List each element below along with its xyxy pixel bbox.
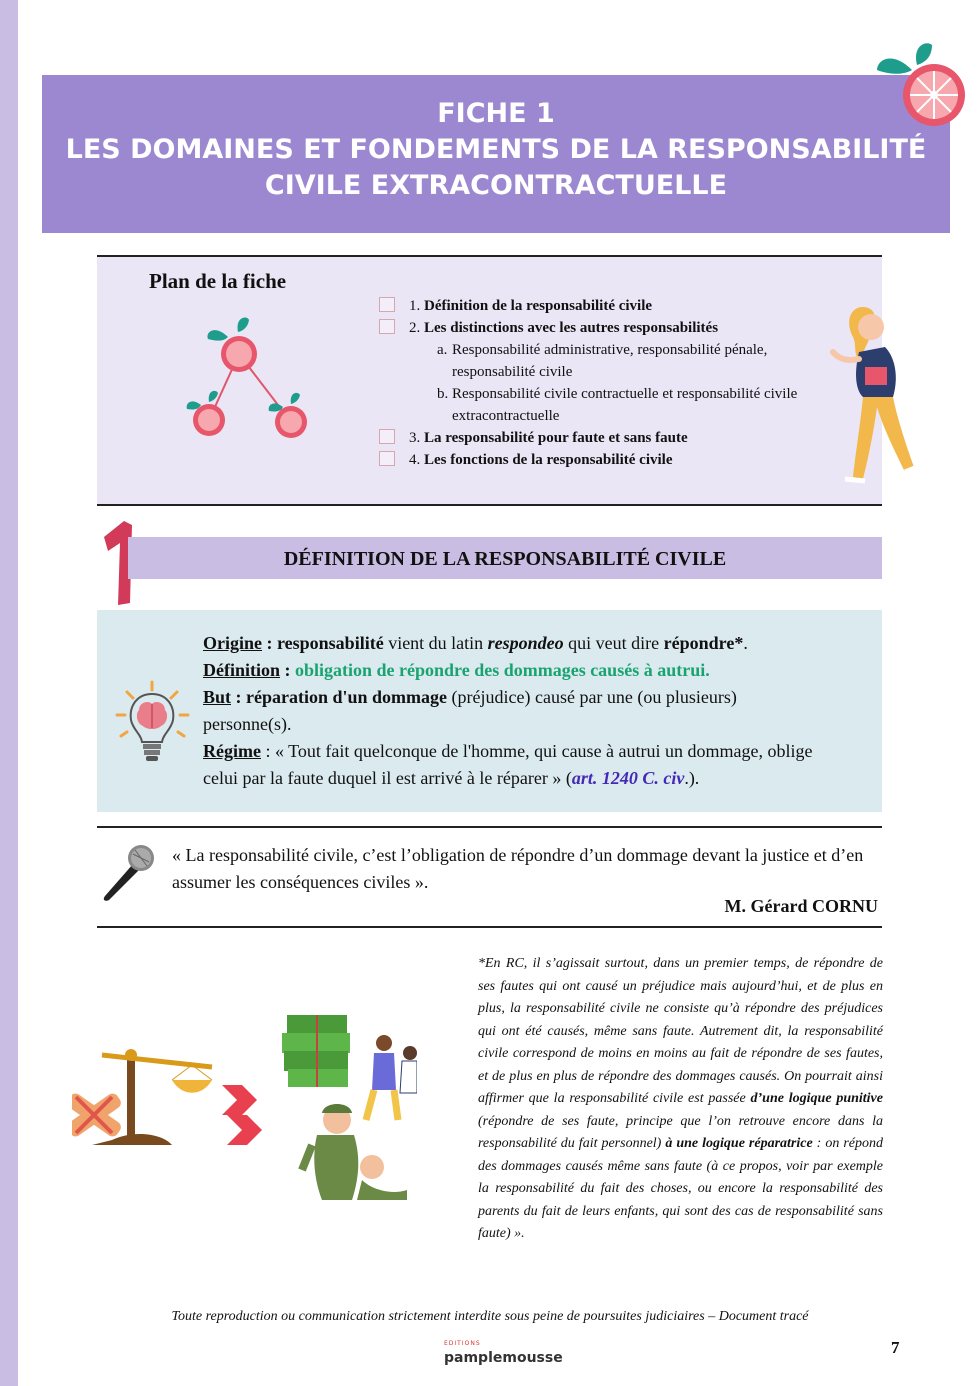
- quote-text: « La responsabilité civile, c’est l’obligation de répondre d’un dommage devant la justice et d’en assumer les conséquences civiles ».: [172, 845, 864, 892]
- fiche-title-line1: LES DOMAINES ET FONDEMENTS DE LA RESPONSABILITÉ: [65, 134, 927, 165]
- fiche-number: FICHE 1: [437, 98, 555, 129]
- money-icon: [282, 1015, 350, 1087]
- woman-book-icon: [815, 297, 945, 492]
- definition-text: [203, 630, 813, 792]
- quote-author: M. Gérard CORNU: [724, 896, 878, 916]
- responsibility-illustration: [72, 1005, 417, 1205]
- microphone-icon: [97, 840, 157, 902]
- plan-item-3: 3. La responsabilité pour faute et sans faute: [379, 427, 849, 449]
- left-stripe: [0, 0, 18, 1386]
- plan-subitem-a: a. Responsabilité administrative, responsabilité pénale, responsabilité civile: [437, 342, 768, 380]
- checkbox[interactable]: [379, 319, 395, 334]
- but-line: But : réparation d'un dommage (préjudice) causé par une (ou plusieurs) personne(s).: [203, 687, 737, 734]
- plan-item-1: 1. Définition de la responsabilité civile: [379, 295, 849, 317]
- scale-icon: [72, 1049, 212, 1145]
- page-number: 7: [891, 1338, 900, 1357]
- lightbulb-brain-icon: [115, 680, 190, 765]
- footer-copyright: Toute reproduction ou communication strictement interdite sous peine de poursuites judiciaires – Document tracé: [171, 1309, 809, 1324]
- soldier-icon: [302, 1104, 407, 1200]
- plan-box: [97, 255, 882, 506]
- checkbox[interactable]: [379, 429, 395, 444]
- section-1-title: DÉFINITION DE LA RESPONSABILITÉ CIVILE: [128, 537, 882, 579]
- origine-line: Origine : responsabilité vient du latin respondeo qui veut dire répondre*.: [203, 633, 748, 653]
- plan-title: Plan de la fiche: [149, 269, 287, 293]
- checkbox[interactable]: [379, 297, 395, 312]
- plan-item-2: 2. Les distinctions avec les autres responsabilités: [379, 317, 849, 339]
- plan-subitem-b: b. Responsabilité civile contractuelle et responsabilité civile extracontractuelle: [437, 386, 798, 424]
- plan-item-4: 4. Les fonctions de la responsabilité civile: [379, 449, 849, 471]
- grapefruit-icon: [872, 40, 967, 130]
- definition-box: [97, 610, 882, 812]
- editions-logo: EDITIONS pamplemousse: [444, 1340, 563, 1366]
- quote-box: [97, 826, 882, 928]
- police-arrest-icon: [366, 1035, 417, 1120]
- note-text: *En RC, il s’agissait surtout, dans un premier temps, de répondre de ses fautes qui ont causé un préjudice mais aujourd’hui, et de plus en plus, la responsabilité civile ne consiste qu’à répondre des préjudices qui ont été causés, même sans faute. Autrement dit, la responsabilité civile correspond de moins en moins au fait de répondre de ses fautes, et de plus en plus de répondre des dommages causés. On pourrait ainsi affirmer que la responsabilité civile est passée d’une logique punitive (répondre de ses faute, principe que l’on retrouve encore dans la responsabilité du fait personnel) à une logique réparatrice : on répond des dommages causés même sans faute (à ce propos, voir par exemple la responsabilité du fait des choses, ou encore la responsabilité des parents du fait de leurs enfants, qui sont des cas de responsabilité sans faute) ».: [478, 956, 884, 1241]
- checkbox[interactable]: [379, 451, 395, 466]
- definition-line: Définition : obligation de répondre des dommages causés à autrui.: [203, 660, 710, 680]
- fiche-title-line2: CIVILE EXTRACONTRACTUELLE: [264, 170, 728, 201]
- grapefruit-tree-icon: [183, 312, 313, 447]
- title-banner: [42, 75, 950, 233]
- plan-list: [379, 295, 849, 471]
- regime-line: Régime : « Tout fait quelconque de l'homme, qui cause à autrui un dommage, oblige celui par la faute duquel il est arrivé à le réparer » (art. 1240 C. civ.).: [203, 741, 813, 788]
- arrow-icons: [222, 1085, 262, 1145]
